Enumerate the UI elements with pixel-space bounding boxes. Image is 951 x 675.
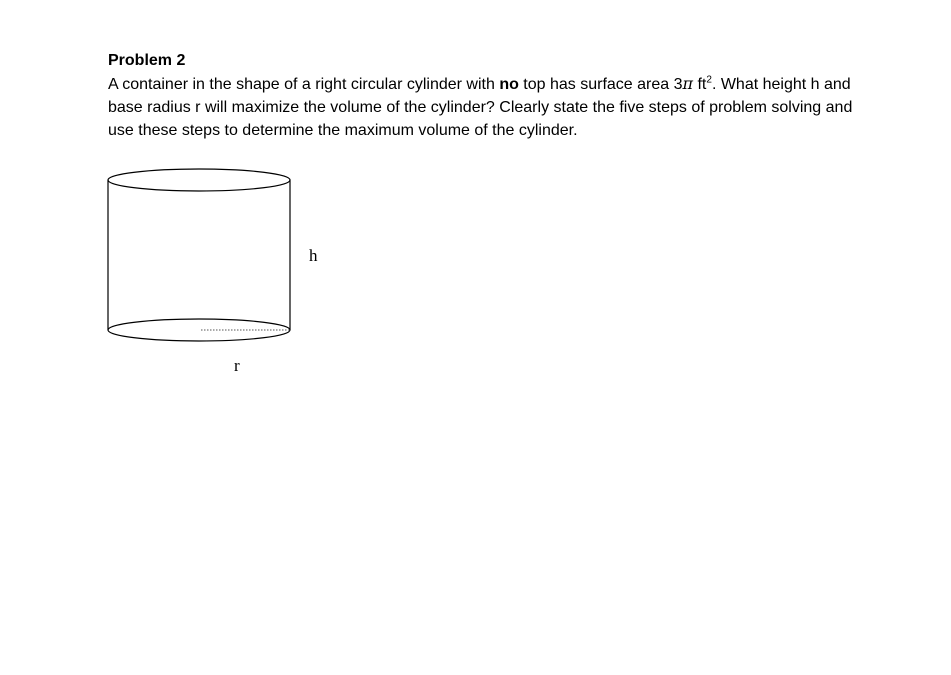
cylinder-base-ellipse (108, 319, 290, 341)
problem-block (108, 50, 868, 142)
height-label: h (309, 246, 318, 265)
cylinder-figure (100, 160, 340, 390)
problem-text-part3: ft (693, 76, 707, 93)
problem-text-part2: top has surface area 3 (518, 76, 683, 93)
cylinder-diagram (100, 160, 340, 390)
problem-title: Problem 2 (108, 52, 186, 69)
problem-statement (108, 72, 868, 142)
problem-text-bold-no: no (499, 76, 519, 93)
problem-text-part1: A container in the shape of a right circular cylinder with (108, 76, 500, 93)
unit-exponent: 2 (706, 74, 712, 86)
pi-symbol: π (682, 74, 694, 93)
radius-label: r (234, 356, 240, 375)
cylinder-top-ellipse (108, 169, 290, 191)
problem-text-part4: . What height h and base radius r will maximize the volume of the cylinder? Clearly state the five steps of problem solving and use these steps to determine the maximum volume of the cylinder. (108, 76, 853, 139)
